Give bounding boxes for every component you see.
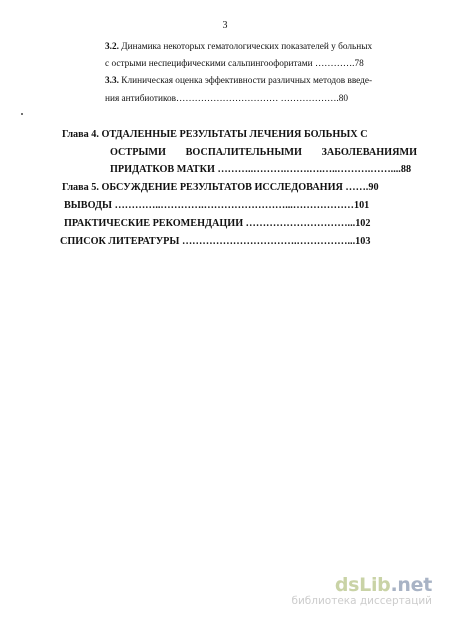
page-ref: 80 (338, 94, 349, 104)
page-ref: ..103 (350, 236, 371, 247)
toc-chapter-4-line-2 (110, 147, 417, 159)
entry-title-continued: ния антибиотиков…………………………… ………………. (105, 94, 339, 104)
entry-title: Клиническая оценка эффективности различных методов введе- (121, 76, 373, 86)
chapter-title: Глава 4. ОТДАЛЕННЫЕ РЕЗУЛЬТАТЫ ЛЕЧЕНИЯ БОЛЬНЫХ С (62, 129, 368, 140)
scan-speck (21, 113, 23, 115)
toc-entry-3-2-line-1 (105, 41, 372, 53)
page-ref: 102 (355, 218, 371, 229)
toc-entry-3-2-line-2 (105, 58, 364, 70)
section-number: 3.3. (105, 76, 119, 86)
toc-chapter-4-line-1 (62, 129, 368, 141)
page-ref: .78 (352, 59, 364, 69)
chapter-title: Глава 5. ОБСУЖДЕНИЕ РЕЗУЛЬТАТОВ ИССЛЕДОВАНИЯ ……. (62, 182, 369, 193)
toc-entry-3-3-line-1 (105, 75, 372, 87)
section-number: 3.2. (105, 42, 119, 52)
toc-recommendations (64, 218, 370, 230)
chapter-title-word: ВОСПАЛИТЕЛЬНЫМИ (185, 147, 302, 158)
page-ref: 101 (353, 200, 370, 211)
page-number: 3 (222, 20, 228, 31)
watermark (291, 575, 432, 608)
chapter-title-word: ОСТРЫМИ (110, 147, 166, 158)
entry-title: Динамика некоторых гематологических показателей у больных (121, 42, 373, 52)
entry-title: СПИСОК ЛИТЕРАТУРЫ …………………………….……………. (60, 236, 351, 247)
entry-title-continued: с острыми неспецифическими сальпингоофоритами ………… (105, 59, 353, 69)
watermark-subtitle: библиотека диссертаций (291, 595, 432, 607)
toc-conclusions (64, 200, 369, 212)
toc-references (60, 236, 370, 248)
toc-chapter-4-line-3 (110, 164, 411, 176)
page-ref: .88 (398, 164, 412, 175)
toc-chapter-5 (62, 182, 379, 194)
entry-title: ВЫВОДЫ …………..………….……………………...……………… (64, 200, 354, 211)
watermark-logo: dsLib.net (334, 574, 432, 596)
chapter-title-continued: ПРИДАТКОВ МАТКИ ………..……….…….….…..……….……... (110, 164, 399, 175)
toc-entry-3-3-line-2 (105, 93, 348, 105)
chapter-title-word: ЗАБОЛЕВАНИЯМИ (321, 147, 417, 158)
entry-title: ПРАКТИЧЕСКИЕ РЕКОМЕНДАЦИИ …………………………... (64, 218, 356, 229)
page-ref: 90 (368, 182, 379, 193)
